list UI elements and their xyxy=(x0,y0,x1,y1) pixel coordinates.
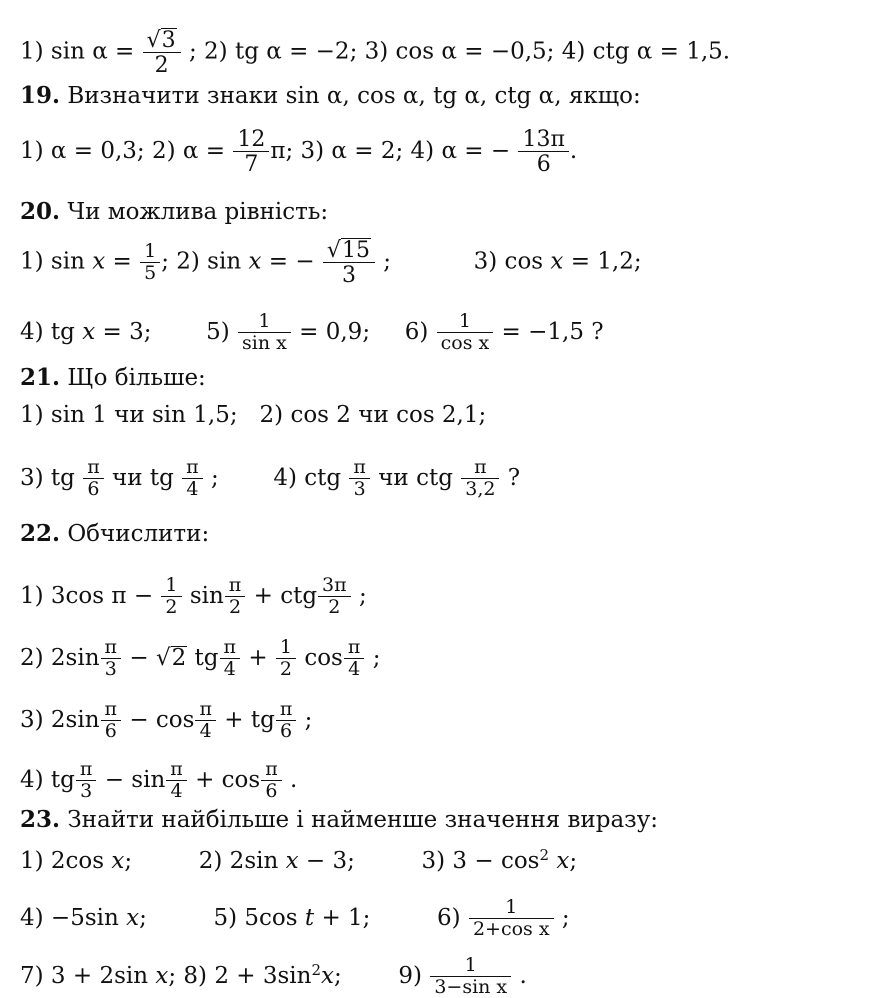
math-text: 2 xyxy=(225,596,246,618)
math-text: ; xyxy=(210,464,219,491)
math-text: − cos xyxy=(129,706,195,733)
math-text: π xyxy=(186,456,199,478)
math-text: x xyxy=(248,248,262,275)
problem-23-row1 xyxy=(20,848,879,873)
math-text: 2 xyxy=(276,658,296,680)
math-text: − xyxy=(129,644,149,671)
math-text: 1) 3cos π − xyxy=(20,582,154,609)
math-text: ? xyxy=(507,464,521,491)
math-text: − 3; xyxy=(305,848,355,874)
math-text: 5 xyxy=(140,262,160,284)
math-text: 3 xyxy=(349,478,370,500)
math-text: cos xyxy=(304,644,343,671)
math-text: x xyxy=(82,318,96,345)
math-text: ; xyxy=(304,706,313,733)
math-text: π xyxy=(265,758,278,780)
math-text: π xyxy=(279,698,293,720)
math-text: 1 xyxy=(279,636,293,658)
math-text: ; xyxy=(372,644,381,671)
math-text: 6 xyxy=(518,151,568,176)
math-text: 2+cos x xyxy=(469,918,554,940)
problem-22-row3 xyxy=(20,700,879,742)
math-text: 5) 5cos xyxy=(213,904,298,931)
fraction xyxy=(471,898,552,940)
math-text: 12 xyxy=(237,127,266,152)
math-text: x xyxy=(550,248,564,275)
math-text: 3 xyxy=(161,28,176,53)
problem-21-row1 xyxy=(20,404,879,427)
fraction xyxy=(278,700,295,742)
math-text: + cos xyxy=(195,766,261,793)
math-text: 1) α = 0,3; 2) α = xyxy=(20,138,226,165)
fraction xyxy=(78,760,95,802)
math-text: . xyxy=(519,962,527,989)
math-text: 6 xyxy=(261,780,282,802)
fraction xyxy=(432,956,509,998)
problem-20-row1 xyxy=(20,238,879,287)
math-text: . xyxy=(569,138,578,165)
math-text: ; xyxy=(383,248,392,275)
problem-20-row2 xyxy=(20,312,879,354)
math-text: 1 xyxy=(144,239,157,262)
math-text: 3−sin x xyxy=(430,976,511,998)
fraction xyxy=(184,458,201,500)
math-text: sin x xyxy=(238,332,291,354)
math-text: + xyxy=(248,644,268,671)
math-text: 4 xyxy=(195,720,216,742)
fraction xyxy=(222,638,239,680)
math-text: − sin xyxy=(104,766,166,793)
math-text: π xyxy=(223,636,237,658)
problem-23-row3 xyxy=(20,956,879,998)
math-text: x xyxy=(155,962,169,989)
problem-22-title xyxy=(20,522,879,546)
math-text: cos x xyxy=(437,332,494,354)
fraction xyxy=(351,458,368,500)
math-text: = −1,5 ? xyxy=(501,318,604,345)
math-text: чи tg xyxy=(112,464,174,491)
math-text: 4) tg xyxy=(20,766,75,793)
math-text: 8) 2 + 3sin xyxy=(183,962,312,989)
math-text: 2) 2sin xyxy=(20,644,100,671)
math-text: 3) 3 − cos xyxy=(421,848,540,874)
math-text: π xyxy=(170,758,183,780)
text: ; 2) tg α = −2; 3) cos α = −0,5; 4) ctg α = 1,5. xyxy=(188,38,731,65)
math-text: 7) 3 + 2sin xyxy=(20,962,149,989)
fraction-1-over-5 xyxy=(142,239,158,284)
math-text: 13π xyxy=(522,127,565,152)
math-text: sin xyxy=(189,582,224,609)
math-text: ; xyxy=(569,848,578,874)
math-text: = 3; xyxy=(102,318,152,345)
fraction-sqrt15-over-3: √ 15 3 xyxy=(325,238,373,287)
fraction xyxy=(168,760,185,802)
math-text: π; 3) α = 2; 4) α = − xyxy=(270,138,511,165)
math-text: π xyxy=(347,636,361,658)
problem-23-title xyxy=(20,808,879,832)
fraction-12-over-7 xyxy=(235,128,267,176)
math-text: 4 xyxy=(344,658,365,680)
math-text: 2 xyxy=(311,960,322,979)
math-text: π xyxy=(228,574,242,596)
math-text: 4 xyxy=(182,478,203,500)
problem-20-title xyxy=(20,200,879,224)
math-text: 1 xyxy=(458,310,471,332)
problem-22-row2: 2) 2sin $\frac{\pi}{3}$ − √ 2 tg $\frac{\pi}{4}$ + $\frac{1}{2}$ cos $\frac{\pi}{4}$ ; xyxy=(20,636,381,680)
math-text: 20. xyxy=(20,198,61,225)
math-text: 2) 2sin xyxy=(198,848,279,874)
problem-19-title xyxy=(20,84,879,108)
math-text: 1) sin xyxy=(20,248,85,275)
math-text: x xyxy=(556,848,570,874)
math-text: ; xyxy=(139,904,147,931)
math-text: 2 xyxy=(318,596,351,618)
math-text: + tg xyxy=(224,706,275,733)
math-text: 3) tg xyxy=(20,464,75,491)
math-text: Обчислити: xyxy=(67,521,210,547)
math-text: x xyxy=(111,848,125,874)
math-text: 23. xyxy=(20,806,61,833)
math-text: 6) xyxy=(437,904,461,931)
math-text: 19. xyxy=(20,82,61,109)
math-text: 1 xyxy=(165,574,178,596)
fraction xyxy=(320,576,349,618)
problem-21-row2 xyxy=(20,458,879,500)
math-text: 7 xyxy=(233,151,269,176)
math-text: 4) −5sin xyxy=(20,904,119,931)
math-text: 3 xyxy=(76,780,97,802)
math-text: 4) tg xyxy=(20,318,75,345)
math-text: 4 xyxy=(220,658,241,680)
math-text: 15 xyxy=(341,238,370,263)
math-text: 2 xyxy=(161,596,181,618)
math-text: Що більше: xyxy=(67,365,206,391)
math-text: 3 xyxy=(101,658,122,680)
problem-22-row4 xyxy=(20,760,879,802)
math-text: 1 xyxy=(505,896,518,918)
math-text: = 0,9; xyxy=(299,318,371,345)
math-text: чи ctg xyxy=(378,464,453,491)
math-text: π xyxy=(79,758,93,780)
fraction-13pi-over-6 xyxy=(520,128,566,176)
math-text: tg xyxy=(194,644,219,671)
problem-22-row1 xyxy=(20,576,879,618)
math-text: 1) sin 1 чи sin 1,5; 2) cos 2 чи cos 2,1; xyxy=(20,402,487,428)
math-text: ; xyxy=(124,848,133,874)
math-text: 3) cos xyxy=(473,248,544,275)
fraction xyxy=(278,638,294,680)
math-text: 3,2 xyxy=(461,478,499,500)
math-text: π xyxy=(87,456,100,478)
math-text: 9) xyxy=(398,962,422,989)
fraction xyxy=(163,576,179,618)
fraction-sqrt3-over-2: √ 3 2 xyxy=(145,28,179,77)
math-text: ; xyxy=(168,962,177,989)
math-text: + 1; xyxy=(321,904,371,931)
math-text: + ctg xyxy=(253,582,318,609)
math-text: 6) xyxy=(404,318,429,345)
math-text: 5) xyxy=(206,318,230,345)
math-text: . xyxy=(290,766,298,793)
math-text: 2 xyxy=(171,644,187,671)
math-text: 1) 2cos xyxy=(20,848,105,874)
math-text: = − xyxy=(268,248,315,275)
math-text: ; xyxy=(358,582,367,609)
fraction-1-over-sinx xyxy=(240,312,289,354)
math-text: π xyxy=(104,636,118,658)
math-text: Визначити знаки sin α, cos α, tg α, ctg α, якщо: xyxy=(67,83,641,109)
fraction xyxy=(227,576,244,618)
math-text: 3) 2sin xyxy=(20,706,100,733)
math-text: 4 xyxy=(166,780,187,802)
problem-21-title xyxy=(20,366,879,390)
fraction xyxy=(85,458,102,500)
math-text: π xyxy=(474,456,487,478)
math-text: x xyxy=(285,848,299,874)
math-text: ; xyxy=(334,962,342,989)
problem-23-row2 xyxy=(20,898,879,940)
math-text: 2 xyxy=(143,52,181,77)
problem-19-items xyxy=(20,128,879,176)
math-text: 21. xyxy=(20,364,61,391)
math-text: 1 xyxy=(464,954,477,976)
math-text: 6 xyxy=(83,478,104,500)
math-text: 6 xyxy=(276,720,297,742)
math-text: x xyxy=(92,248,106,275)
math-text: 3π xyxy=(322,574,347,596)
math-text: = 1,2; xyxy=(570,248,642,275)
math-text: = xyxy=(112,248,132,275)
math-text: 4) ctg xyxy=(273,464,342,491)
math-text: x xyxy=(321,962,335,989)
math-text: 1 xyxy=(258,310,271,332)
math-text: Чи можлива рівність: xyxy=(67,199,329,225)
math-text: x xyxy=(126,904,140,931)
problem-18-answers xyxy=(20,28,879,77)
math-text: 3 xyxy=(323,262,375,287)
math-text: ; xyxy=(561,904,570,931)
math-text: t xyxy=(304,904,315,931)
math-text: Знайти найбільше і найменше значення виразу: xyxy=(67,807,659,833)
fraction xyxy=(103,700,120,742)
text: 1) sin α = xyxy=(20,38,135,65)
fraction xyxy=(103,638,120,680)
fraction xyxy=(263,760,280,802)
math-text: π xyxy=(353,456,366,478)
fraction xyxy=(463,458,497,500)
math-text: 6 xyxy=(101,720,122,742)
math-text: ; 2) sin xyxy=(161,248,242,275)
fraction xyxy=(197,700,214,742)
fraction-1-over-cosx xyxy=(439,312,492,354)
math-text: π xyxy=(199,698,212,720)
math-text: π xyxy=(104,698,118,720)
math-text: 2 xyxy=(539,846,550,864)
fraction xyxy=(346,638,363,680)
math-text: 22. xyxy=(20,520,61,547)
